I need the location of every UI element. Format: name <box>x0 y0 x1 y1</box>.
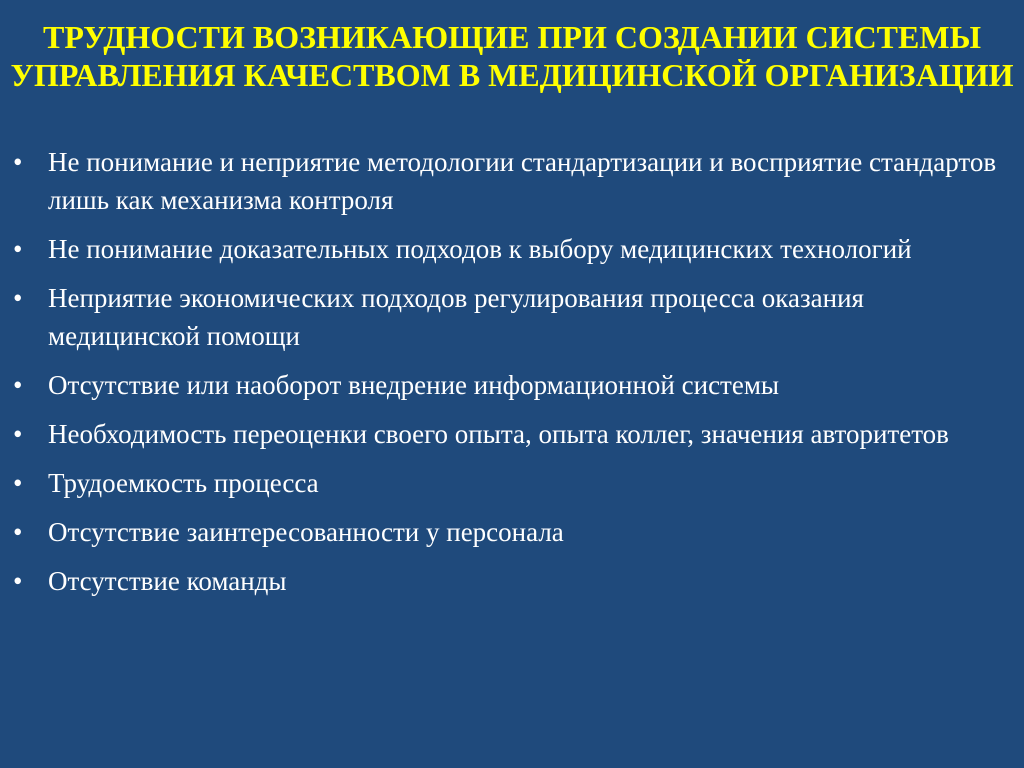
list-item-text: Неприятие экономических подходов регулирования процесса оказания медицинской помощи <box>48 283 864 351</box>
list-item-text: Отсутствие или наоборот внедрение информационной системы <box>48 370 780 400</box>
list-item-text: Трудоемкость процесса <box>48 468 319 498</box>
bullet-icon: • <box>13 234 23 264</box>
bullet-icon: • <box>13 283 23 313</box>
bullet-icon: • <box>13 566 23 596</box>
list-item <box>10 230 1015 268</box>
list-item-text: Отсутствие команды <box>48 566 287 596</box>
list-item <box>10 415 1015 453</box>
list-item <box>10 513 1015 551</box>
list-item-text: Отсутствие заинтересованности у персонала <box>48 517 564 547</box>
list-item <box>10 279 1015 355</box>
bullet-icon: • <box>13 419 23 449</box>
bullet-icon: • <box>13 370 23 400</box>
bullet-list <box>10 143 1015 611</box>
list-item <box>10 143 1015 219</box>
list-item-text: Необходимость переоценки своего опыта, опыта коллег, значения авторитетов <box>48 419 949 449</box>
list-item <box>10 464 1015 502</box>
list-item-text: Не понимание и неприятие методологии стандартизации и восприятие стандартов лишь как механизма контроля <box>48 147 997 215</box>
slide-title: ТРУДНОСТИ ВОЗНИКАЮЩИЕ ПРИ СОЗДАНИИ СИСТЕМЫ УПРАВЛЕНИЯ КАЧЕСТВОМ В МЕДИЦИНСКОЙ ОРГАНИЗАЦИИ <box>10 19 1014 93</box>
list-item <box>10 562 1015 600</box>
list-item <box>10 366 1015 404</box>
bullet-icon: • <box>13 147 23 177</box>
bullet-icon: • <box>13 468 23 498</box>
list-item-text: Не понимание доказательных подходов к выбору медицинских технологий <box>48 234 912 264</box>
bullet-icon: • <box>13 517 23 547</box>
